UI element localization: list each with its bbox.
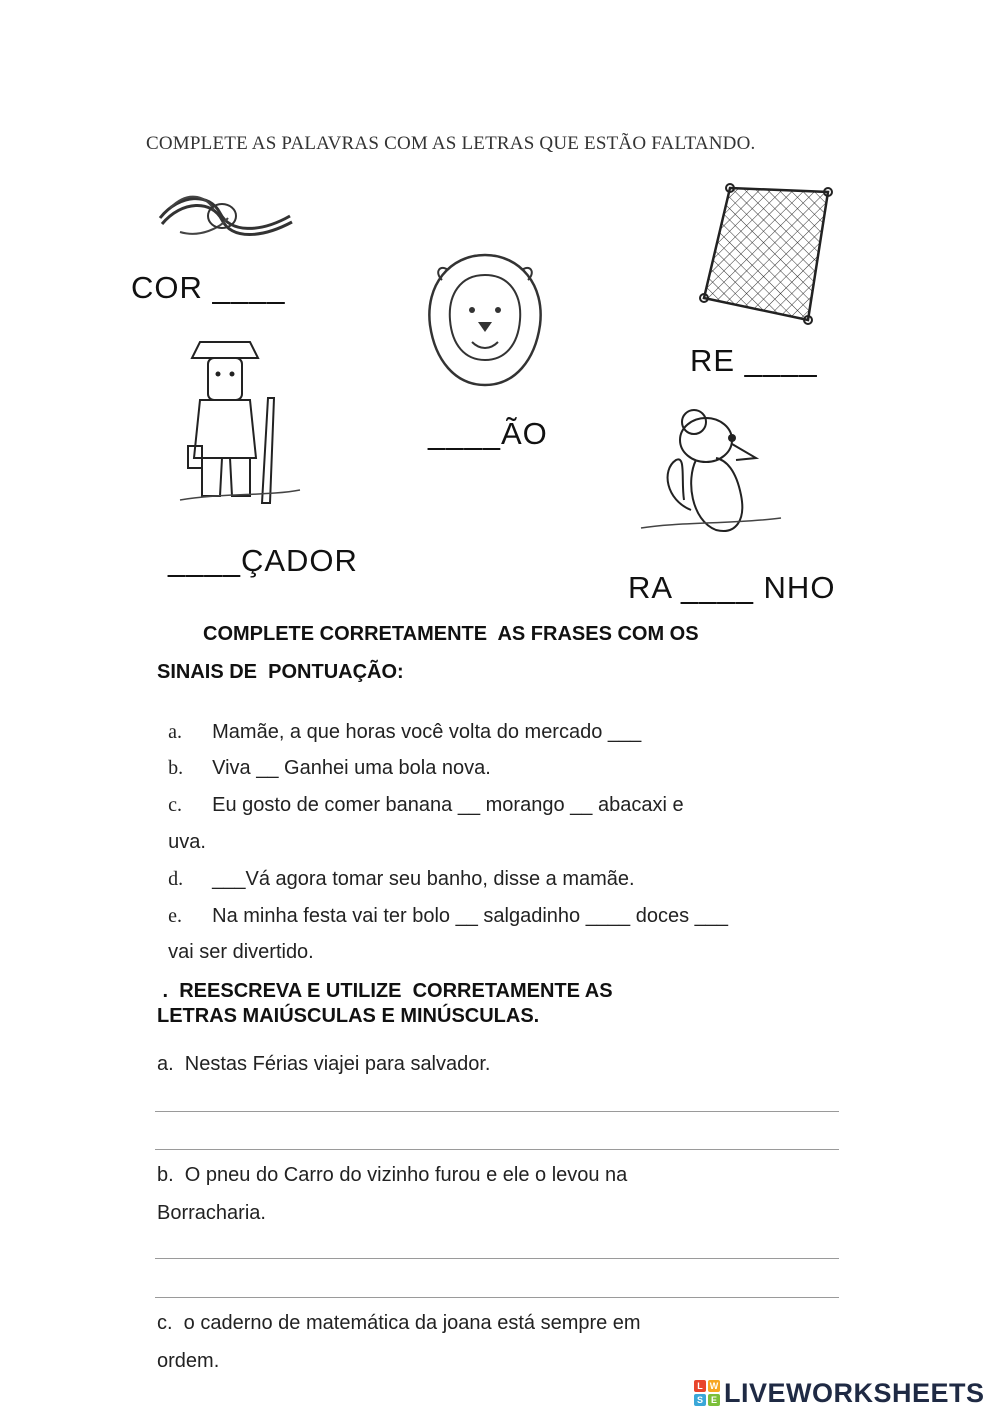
punctuation-item-continuation bbox=[157, 918, 314, 964]
item-text: Na minha festa vai ter bolo __ salgadinho ____ doces ___ bbox=[212, 905, 729, 927]
logo-badge-letter: E bbox=[708, 1394, 720, 1406]
word-ao: ____ÃO bbox=[428, 416, 548, 451]
section1-title: COMPLETE AS PALAVRAS COM AS LETRAS QUE ESTÃO FALTANDO. bbox=[146, 133, 756, 154]
item-marker: d. bbox=[168, 868, 184, 890]
section3-heading-line1: . REESCREVA E UTILIZE CORRETAMENTE AS bbox=[157, 980, 613, 1002]
item-marker: b. bbox=[168, 757, 184, 779]
word-ranho: RA ____ NHO bbox=[628, 570, 836, 605]
item-text: Eu gosto de comer banana __ morango __ abacaxi e bbox=[212, 794, 684, 816]
hunter-illustration bbox=[170, 328, 310, 510]
item-text: uva. bbox=[168, 831, 206, 853]
item-text: Viva __ Ganhei uma bola nova. bbox=[212, 757, 491, 779]
item-marker: e. bbox=[168, 905, 183, 927]
item-marker: c. bbox=[168, 794, 183, 816]
item-text: Mamãe, a que horas você volta do mercado ___ bbox=[212, 721, 642, 743]
rewrite-item-c-line1: c. o caderno de matemática da joana está sempre em bbox=[157, 1312, 641, 1334]
answer-line[interactable] bbox=[155, 1111, 839, 1112]
rewrite-item-c-line2: ordem. bbox=[157, 1350, 220, 1372]
section2-heading-line2: SINAIS DE PONTUAÇÃO: bbox=[157, 661, 404, 683]
section2-heading-line1: COMPLETE CORRETAMENTE AS FRASES COM OS bbox=[203, 623, 699, 645]
section3-heading-line2: LETRAS MAIÚSCULAS E MINÚSCULAS. bbox=[157, 1005, 540, 1027]
logo-text: LIVEWORKSHEETS bbox=[724, 1377, 985, 1408]
word-re: RE ____ bbox=[690, 343, 818, 378]
logo-badge-letter: L bbox=[694, 1380, 706, 1392]
item-marker: a. bbox=[168, 721, 183, 743]
logo-badge-icon bbox=[694, 1380, 720, 1406]
answer-line[interactable] bbox=[155, 1149, 839, 1150]
mouse-illustration bbox=[636, 400, 786, 550]
answer-line[interactable] bbox=[155, 1258, 839, 1259]
logo-badge-letter: W bbox=[709, 1381, 719, 1391]
item-text: vai ser divertido. bbox=[168, 941, 314, 963]
rewrite-item-b-line2: Borracharia. bbox=[157, 1202, 266, 1224]
lion-illustration bbox=[420, 250, 550, 390]
punctuation-item bbox=[157, 771, 684, 817]
answer-line[interactable] bbox=[155, 1297, 839, 1298]
rewrite-item-b-line1: b. O pneu do Carro do vizinho furou e ele o levou na bbox=[157, 1164, 628, 1186]
net-illustration bbox=[690, 180, 840, 330]
rewrite-item-a: a. Nestas Férias viajei para salvador. bbox=[157, 1053, 491, 1075]
word-cor: COR ____ bbox=[131, 270, 286, 305]
liveworksheets-logo bbox=[694, 1378, 985, 1408]
logo-badge-letter: S bbox=[694, 1394, 706, 1406]
rope-illustration bbox=[150, 188, 300, 244]
item-text: ___Vá agora tomar seu banho, disse a mamãe. bbox=[212, 868, 635, 890]
word-cador: ____ÇADOR bbox=[168, 543, 358, 578]
